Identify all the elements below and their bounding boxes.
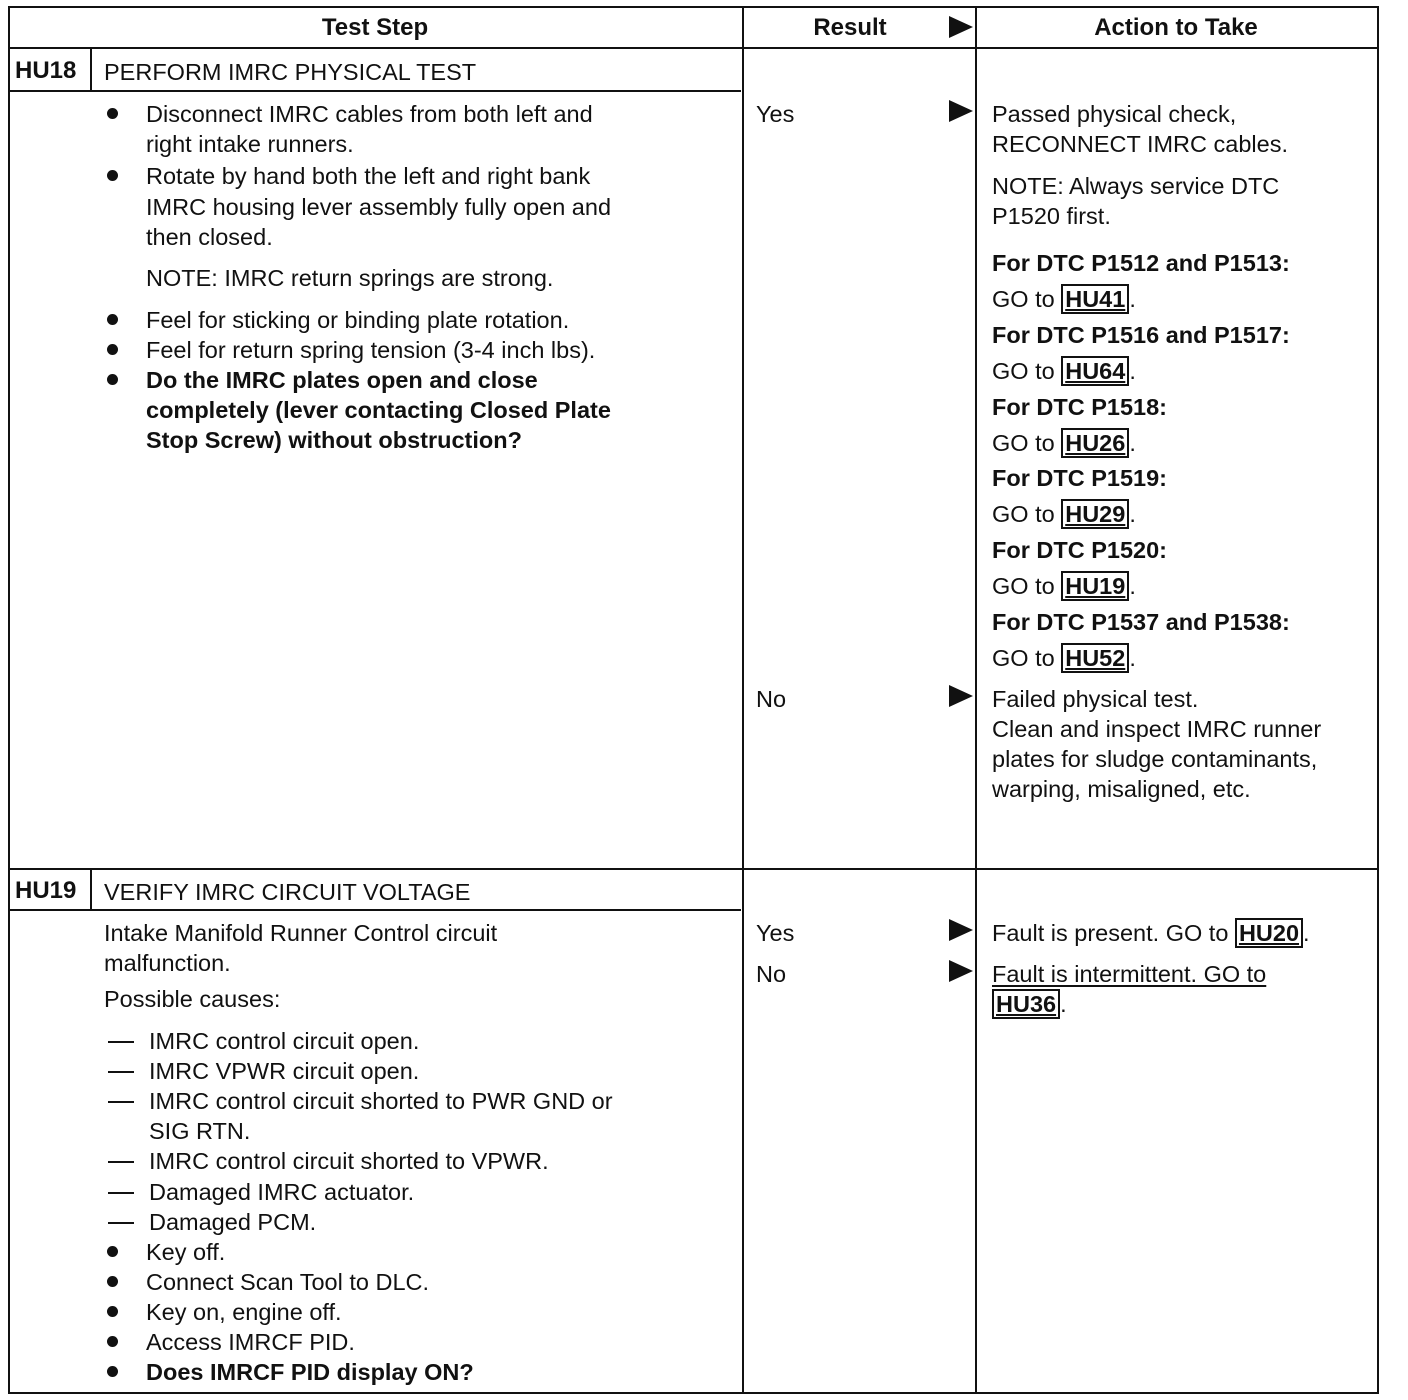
- dtc-label-3: For DTC P1518:: [992, 394, 1167, 420]
- dash-icon: [108, 1192, 134, 1194]
- dtc-label-4: For DTC P1519:: [992, 465, 1167, 491]
- hu19-step-3: Key on, engine off.: [146, 1299, 342, 1325]
- hu19-step-2: Connect Scan Tool to DLC.: [146, 1269, 430, 1295]
- hu19-yes-action-text: Fault is present. GO to: [992, 920, 1229, 946]
- bullet-icon: [107, 1246, 118, 1257]
- hu18-no-action-line-3: plates for sludge contaminants,: [992, 746, 1318, 772]
- hu19-step-4: Access IMRCF PID.: [146, 1329, 355, 1355]
- hu18-step-4: Feel for return spring tension (3-4 inch lbs).: [146, 337, 596, 363]
- dash-icon: [108, 1222, 134, 1224]
- goto-link-hu64[interactable]: HU64: [1061, 356, 1129, 386]
- arrow-right-icon: [949, 919, 973, 941]
- arrow-right-icon: [949, 100, 973, 122]
- goto-line-4: GO to HU29 .: [992, 501, 1136, 527]
- bullet-icon: [107, 1306, 118, 1317]
- hu18-yes-action-line-2: RECONNECT IMRC cables.: [992, 131, 1288, 157]
- goto-line-2: GO to HU64 .: [992, 358, 1136, 384]
- header-action: Action to Take: [1094, 14, 1258, 41]
- hu19-cause-5: Damaged IMRC actuator.: [149, 1179, 415, 1205]
- header-result: Result: [813, 14, 887, 41]
- hu18-question-line-2: completely (lever contacting Closed Plate: [146, 397, 611, 423]
- hu18-result-yes: Yes: [756, 101, 795, 127]
- result-arrow-icon: [949, 16, 973, 38]
- step-id-hu18: HU18: [15, 57, 77, 84]
- hu18-note: NOTE: IMRC return springs are strong.: [146, 265, 554, 291]
- dtc-label-2: For DTC P1516 and P1517:: [992, 322, 1290, 348]
- goto-link-hu29[interactable]: HU29: [1061, 499, 1129, 529]
- hu18-step-1-line-1: Disconnect IMRC cables from both left and: [146, 101, 593, 127]
- hu18-question-line-3: Stop Screw) without obstruction?: [146, 427, 522, 453]
- hu18-step-1-line-2: right intake runners.: [146, 131, 354, 157]
- hu18-result-no: No: [756, 686, 787, 712]
- hu19-result-yes: Yes: [756, 920, 795, 946]
- goto-link-hu52[interactable]: HU52: [1061, 643, 1129, 673]
- goto-text: GO to: [992, 501, 1055, 527]
- dash-icon: [108, 1161, 134, 1163]
- dtc-label-5: For DTC P1520:: [992, 537, 1167, 563]
- step-title-hu18: PERFORM IMRC PHYSICAL TEST: [104, 59, 477, 85]
- hu19-result-no: No: [756, 961, 787, 987]
- goto-link-hu19[interactable]: HU19: [1061, 571, 1129, 601]
- hu19-no-action-line-1: Fault is intermittent. GO to: [992, 961, 1267, 987]
- hu19-cause-3-line-1: IMRC control circuit shorted to PWR GND or: [149, 1088, 613, 1114]
- hu18-no-action-line-4: warping, misaligned, etc.: [992, 776, 1251, 802]
- bullet-icon: [107, 374, 118, 385]
- step-title-hu19: VERIFY IMRC CIRCUIT VOLTAGE: [104, 879, 471, 905]
- hu19-cause-2: IMRC VPWR circuit open.: [149, 1058, 420, 1084]
- goto-line-5: GO to HU19 .: [992, 573, 1136, 599]
- hu19-no-action-line-2: [992, 989, 1067, 1019]
- dash-icon: [108, 1071, 134, 1073]
- arrow-right-icon: [949, 685, 973, 707]
- goto-text: GO to: [992, 573, 1055, 599]
- hu18-question-line-1: Do the IMRC plates open and close: [146, 367, 538, 393]
- goto-link-hu41[interactable]: HU41: [1061, 284, 1129, 314]
- hu19-cause-6: Damaged PCM.: [149, 1209, 317, 1235]
- bullet-icon: [107, 1336, 118, 1347]
- goto-text: GO to: [992, 645, 1055, 671]
- dash-icon: [108, 1101, 134, 1103]
- hu19-cause-3-line-2: SIG RTN.: [149, 1118, 251, 1144]
- goto-link-hu36[interactable]: HU36: [992, 989, 1060, 1019]
- arrow-right-icon: [949, 960, 973, 982]
- dtc-label-1: For DTC P1512 and P1513:: [992, 250, 1290, 276]
- hu18-no-action-line-2: Clean and inspect IMRC runner: [992, 716, 1322, 742]
- hu18-yes-note-line-1: NOTE: Always service DTC: [992, 173, 1280, 199]
- dash-icon: [108, 1041, 134, 1043]
- goto-link-hu26[interactable]: HU26: [1061, 428, 1129, 458]
- goto-line-3: GO to HU26 .: [992, 430, 1136, 456]
- goto-text: GO to: [992, 430, 1055, 456]
- hu19-yes-action-end: .: [1303, 920, 1310, 946]
- bullet-icon: [107, 108, 118, 119]
- hu19-question: Does IMRCF PID display ON?: [146, 1359, 474, 1385]
- bullet-icon: [107, 314, 118, 325]
- hu18-step-2-line-1: Rotate by hand both the left and right bank: [146, 163, 591, 189]
- bullet-icon: [107, 1366, 118, 1377]
- hu19-step-1: Key off.: [146, 1239, 226, 1265]
- hu19-intro-line-2: malfunction.: [104, 950, 231, 976]
- hu19-yes-action: [992, 918, 1310, 948]
- hu18-step-3: Feel for sticking or binding plate rotation.: [146, 307, 570, 333]
- hu19-possible-causes: Possible causes:: [104, 986, 281, 1012]
- step-id-hu19: HU19: [15, 877, 77, 904]
- hu18-step-2-line-3: then closed.: [146, 224, 273, 250]
- bullet-icon: [107, 170, 118, 181]
- hu19-no-action-end: .: [1060, 991, 1067, 1017]
- header-test-step: Test Step: [321, 14, 429, 41]
- hu19-cause-1: IMRC control circuit open.: [149, 1028, 420, 1054]
- hu18-yes-action-line-1: Passed physical check,: [992, 101, 1237, 127]
- goto-line-1: GO to HU41 .: [992, 286, 1136, 312]
- goto-link-hu20[interactable]: HU20: [1235, 918, 1303, 948]
- bullet-icon: [107, 1276, 118, 1287]
- goto-text: GO to: [992, 286, 1055, 312]
- goto-text: GO to: [992, 358, 1055, 384]
- hu19-cause-4: IMRC control circuit shorted to VPWR.: [149, 1148, 549, 1174]
- bullet-icon: [107, 344, 118, 355]
- dtc-label-6: For DTC P1537 and P1538:: [992, 609, 1290, 635]
- hu18-yes-note-line-2: P1520 first.: [992, 203, 1111, 229]
- hu18-step-2-line-2: IMRC housing lever assembly fully open and: [146, 194, 612, 220]
- goto-line-6: GO to HU52 .: [992, 645, 1136, 671]
- hu19-intro-line-1: Intake Manifold Runner Control circuit: [104, 920, 498, 946]
- hu18-no-action-line-1: Failed physical test.: [992, 686, 1199, 712]
